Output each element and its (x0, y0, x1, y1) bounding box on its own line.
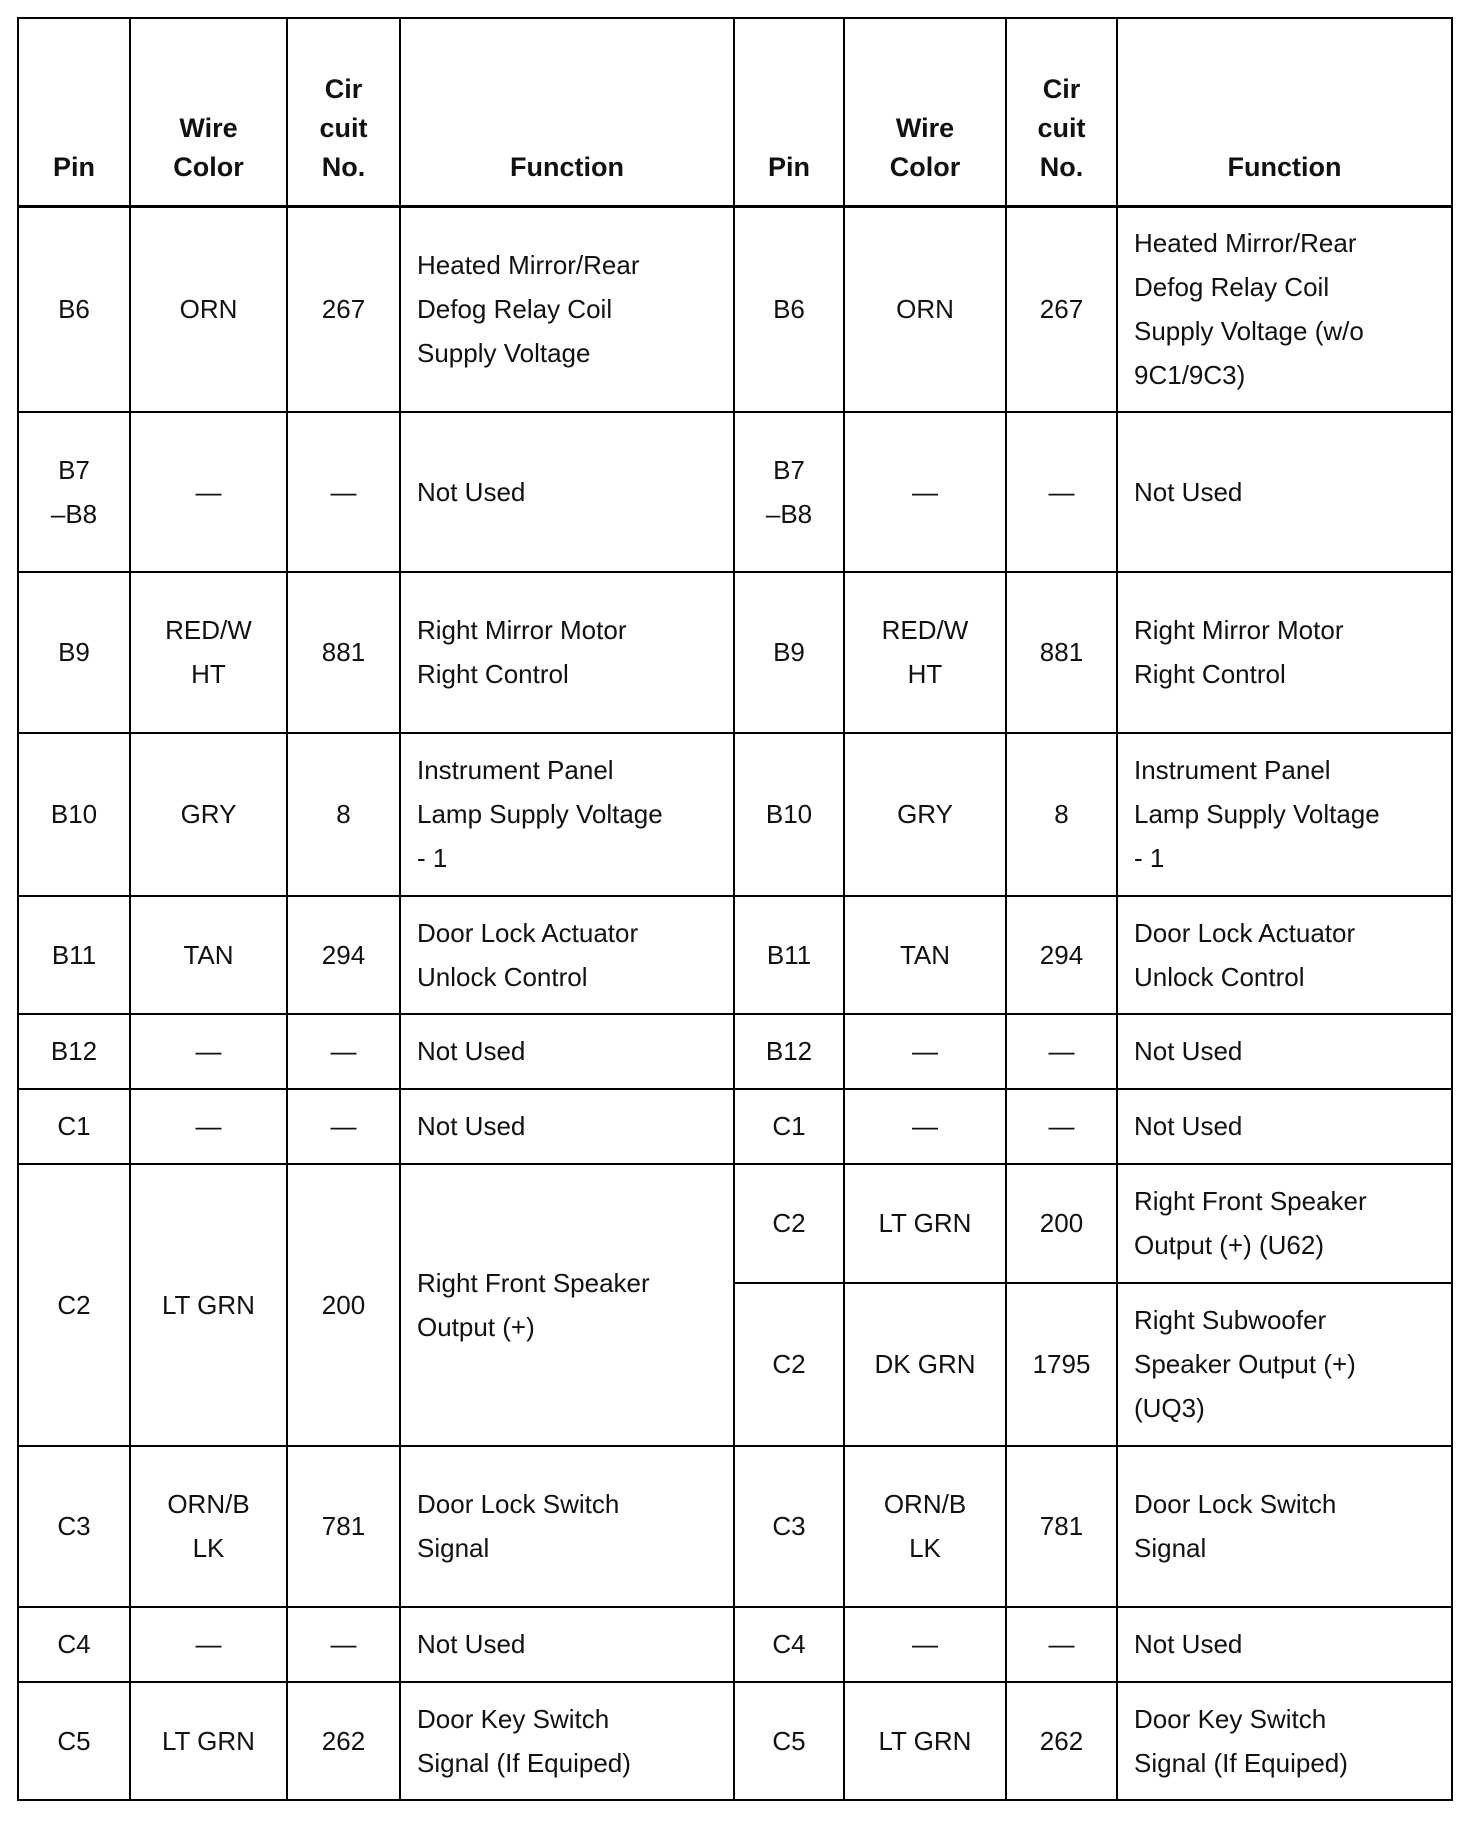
circuit-cell: 781 (287, 1446, 400, 1607)
circuit-cell: 8 (287, 733, 400, 896)
function-cell: Heated Mirror/Rear Defog Relay Coil Supply Voltage (400, 207, 734, 412)
circuit-cell: 1795 (1006, 1283, 1117, 1446)
function-cell: Instrument Panel Lamp Supply Voltage - 1 (1117, 733, 1452, 896)
pin-cell: B10 (734, 733, 844, 896)
function-cell: Not Used (400, 1607, 734, 1682)
pin-cell: B9 (18, 572, 130, 733)
function-cell: Right Mirror Motor Right Control (400, 572, 734, 733)
function-cell: Not Used (400, 1014, 734, 1089)
wire-color-cell: — (844, 1089, 1006, 1164)
header-circuit-no: Cir cuit No. (287, 18, 400, 207)
pin-cell: B6 (18, 207, 130, 412)
function-cell: Not Used (1117, 1014, 1452, 1089)
header-pin: Pin (18, 18, 130, 207)
pin-cell: B12 (18, 1014, 130, 1089)
circuit-cell: — (287, 1014, 400, 1089)
function-cell: Not Used (400, 412, 734, 572)
wire-color-cell: — (130, 1607, 287, 1682)
pin-cell: C1 (18, 1089, 130, 1164)
pin-cell: B9 (734, 572, 844, 733)
circuit-cell: — (1006, 412, 1117, 572)
circuit-cell: 267 (287, 207, 400, 412)
table-row (18, 207, 1452, 412)
header-wire-color: Wire Color (844, 18, 1006, 207)
pin-cell: B6 (734, 207, 844, 412)
wire-color-cell: RED/W HT (130, 572, 287, 733)
function-cell: Right Mirror Motor Right Control (1117, 572, 1452, 733)
function-cell: Door Key Switch Signal (If Equiped) (1117, 1682, 1452, 1800)
wire-color-cell: ORN (844, 207, 1006, 412)
wire-color-cell: RED/W HT (844, 572, 1006, 733)
wire-color-cell: ORN/B LK (844, 1446, 1006, 1607)
table-row (18, 1089, 1452, 1164)
circuit-cell: — (1006, 1089, 1117, 1164)
circuit-cell: — (1006, 1014, 1117, 1089)
pin-cell: C4 (18, 1607, 130, 1682)
function-cell: Not Used (1117, 412, 1452, 572)
pin-cell: C3 (734, 1446, 844, 1607)
wire-color-cell: — (844, 412, 1006, 572)
wire-color-cell: — (130, 1014, 287, 1089)
wire-color-cell: — (844, 1014, 1006, 1089)
circuit-cell: — (1006, 1607, 1117, 1682)
header-wire-color: Wire Color (130, 18, 287, 207)
pin-cell: B11 (18, 896, 130, 1014)
wire-color-cell: TAN (130, 896, 287, 1014)
pin-cell: B7 –B8 (18, 412, 130, 572)
function-cell: Door Lock Switch Signal (400, 1446, 734, 1607)
table-row (18, 1607, 1452, 1682)
pin-cell: B7 –B8 (734, 412, 844, 572)
function-cell: Not Used (1117, 1089, 1452, 1164)
connector-pinout-table-container (17, 17, 1453, 1801)
pin-cell: C2 (734, 1164, 844, 1283)
header-circuit-no: Cir cuit No. (1006, 18, 1117, 207)
pin-cell: C2 (18, 1164, 130, 1446)
pin-cell: C5 (734, 1682, 844, 1800)
function-cell: Right Front Speaker Output (+) (U62) (1117, 1164, 1452, 1283)
circuit-cell: 294 (1006, 896, 1117, 1014)
wire-color-cell: GRY (130, 733, 287, 896)
circuit-cell: 200 (287, 1164, 400, 1446)
table-row (18, 1014, 1452, 1089)
header-function: Function (1117, 18, 1452, 207)
wire-color-cell: LT GRN (130, 1164, 287, 1446)
wire-color-cell: LT GRN (844, 1682, 1006, 1800)
header-row (18, 18, 1452, 207)
function-cell: Door Lock Actuator Unlock Control (400, 896, 734, 1014)
pin-cell: B12 (734, 1014, 844, 1089)
circuit-cell: 881 (1006, 572, 1117, 733)
table-row (18, 572, 1452, 733)
wire-color-cell: DK GRN (844, 1283, 1006, 1446)
wire-color-cell: — (844, 1607, 1006, 1682)
pin-cell: C1 (734, 1089, 844, 1164)
function-cell: Door Lock Switch Signal (1117, 1446, 1452, 1607)
function-cell: Door Lock Actuator Unlock Control (1117, 896, 1452, 1014)
table-row (18, 896, 1452, 1014)
function-cell: Right Front Speaker Output (+) (400, 1164, 734, 1446)
table-row (18, 1446, 1452, 1607)
table-row (18, 412, 1452, 572)
wire-color-cell: — (130, 1089, 287, 1164)
function-cell: Right Subwoofer Speaker Output (+) (UQ3) (1117, 1283, 1452, 1446)
header-function: Function (400, 18, 734, 207)
wire-color-cell: LT GRN (844, 1164, 1006, 1283)
pin-cell: C4 (734, 1607, 844, 1682)
circuit-cell: 881 (287, 572, 400, 733)
circuit-cell: — (287, 1607, 400, 1682)
table-row (18, 1164, 1452, 1283)
table-row (18, 1682, 1452, 1800)
wire-color-cell: ORN/B LK (130, 1446, 287, 1607)
circuit-cell: 267 (1006, 207, 1117, 412)
circuit-cell: — (287, 412, 400, 572)
function-cell: Not Used (1117, 1607, 1452, 1682)
wire-color-cell: LT GRN (130, 1682, 287, 1800)
circuit-cell: — (287, 1089, 400, 1164)
function-cell: Heated Mirror/Rear Defog Relay Coil Supply Voltage (w/o 9C1/9C3) (1117, 207, 1452, 412)
pin-cell: B11 (734, 896, 844, 1014)
connector-pinout-table (17, 17, 1453, 1801)
pin-cell: C2 (734, 1283, 844, 1446)
pin-cell: C3 (18, 1446, 130, 1607)
function-cell: Door Key Switch Signal (If Equiped) (400, 1682, 734, 1800)
circuit-cell: 262 (1006, 1682, 1117, 1800)
wire-color-cell: ORN (130, 207, 287, 412)
circuit-cell: 294 (287, 896, 400, 1014)
header-pin: Pin (734, 18, 844, 207)
wire-color-cell: GRY (844, 733, 1006, 896)
wire-color-cell: — (130, 412, 287, 572)
function-cell: Instrument Panel Lamp Supply Voltage - 1 (400, 733, 734, 896)
table-row (18, 733, 1452, 896)
pin-cell: C5 (18, 1682, 130, 1800)
function-cell: Not Used (400, 1089, 734, 1164)
pin-cell: B10 (18, 733, 130, 896)
wire-color-cell: TAN (844, 896, 1006, 1014)
circuit-cell: 200 (1006, 1164, 1117, 1283)
circuit-cell: 781 (1006, 1446, 1117, 1607)
circuit-cell: 8 (1006, 733, 1117, 896)
circuit-cell: 262 (287, 1682, 400, 1800)
